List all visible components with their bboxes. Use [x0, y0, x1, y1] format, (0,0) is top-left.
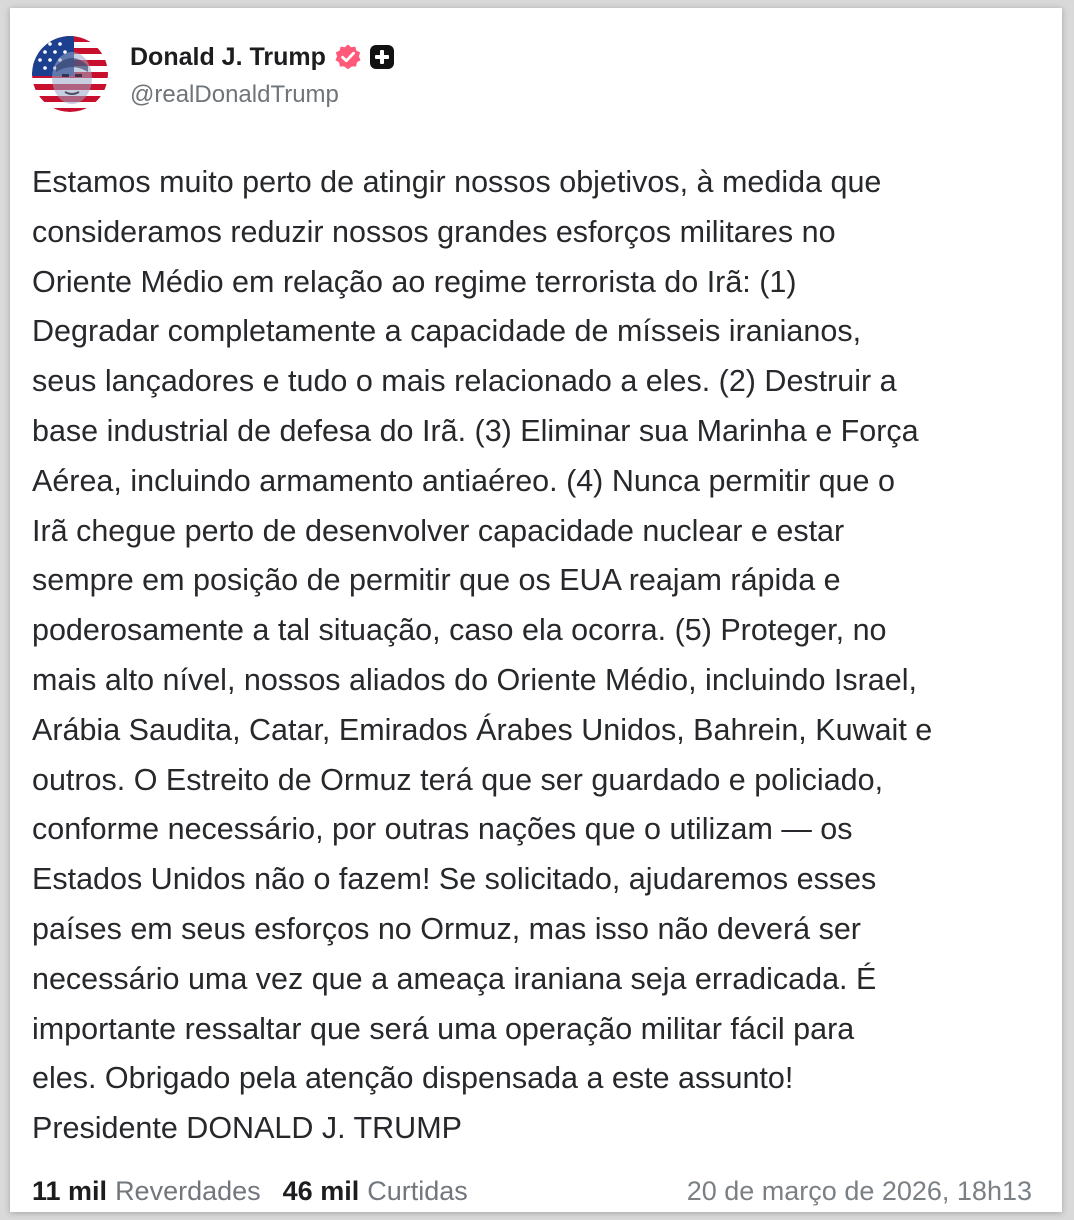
avatar-flag-portrait-icon [32, 36, 108, 112]
post-card [10, 8, 1062, 1212]
post-timestamp[interactable]: 20 de março de 2026, 18h13 [686, 1175, 1032, 1206]
reposts-count: 11 mil [32, 1175, 108, 1206]
post-header [32, 36, 394, 112]
author-display-name[interactable]: Donald J. Trump [130, 42, 326, 71]
likes-stat[interactable] [283, 1176, 468, 1207]
author-names [130, 39, 394, 109]
post-body-text: Estamos muito perto de atingir nossos objetivos, à medida que consideramos reduzir nossos grandes esforços militares no Oriente Médio em relação ao regime terrorista do Irã: (1) Degradar completamente a capacidade de mísseis iranianos, seus lançadores e tudo o mais relacionado a eles. (2) Destruir a base industrial de defesa do Irã. (3) Eliminar sua Marinha e Força Aérea, incluindo armamento antiaéreo. (4) Nunca permitir que o Irã chegue perto de desenvolver capacidade nuclear e estar sempre em posição de permitir que os EUA reajam rápida e poderosamente a tal situação, caso ela ocorra. (5) Proteger, no mais alto nível, nossos aliados do Oriente Médio, incluindo Israel, Arábia Saudita, Catar, Emirados Árabes Unidos, Bahrein, Kuwait e outros. O Estreito de Ormuz terá que ser guardado e policiado, conforme necessário, por outras nações que o utilizam — os Estados Unidos não o fazem! Se solicitado, ajudaremos esses países em seus esforços no Ormuz, mas isso não deverá ser necessário uma vez que a ameaça iraniana seja erradicada. É importante ressaltar que será uma operação militar fácil para eles. Obrigado pela atenção dispensada a este assunto! Presidente DONALD J. TRUMP [32, 165, 933, 1146]
reposts-stat[interactable] [32, 1176, 261, 1207]
likes-count: 46 mil [282, 1175, 360, 1206]
reposts-label: Reverdades [115, 1175, 261, 1206]
likes-label: Curtidas [367, 1175, 468, 1206]
author-name-row [130, 39, 394, 75]
verified-badge-icon [334, 43, 362, 71]
post-footer [32, 1174, 1032, 1208]
plus-badge-icon [370, 45, 394, 69]
avatar[interactable] [32, 36, 108, 112]
author-handle[interactable]: @realDonaldTrump [130, 81, 339, 108]
